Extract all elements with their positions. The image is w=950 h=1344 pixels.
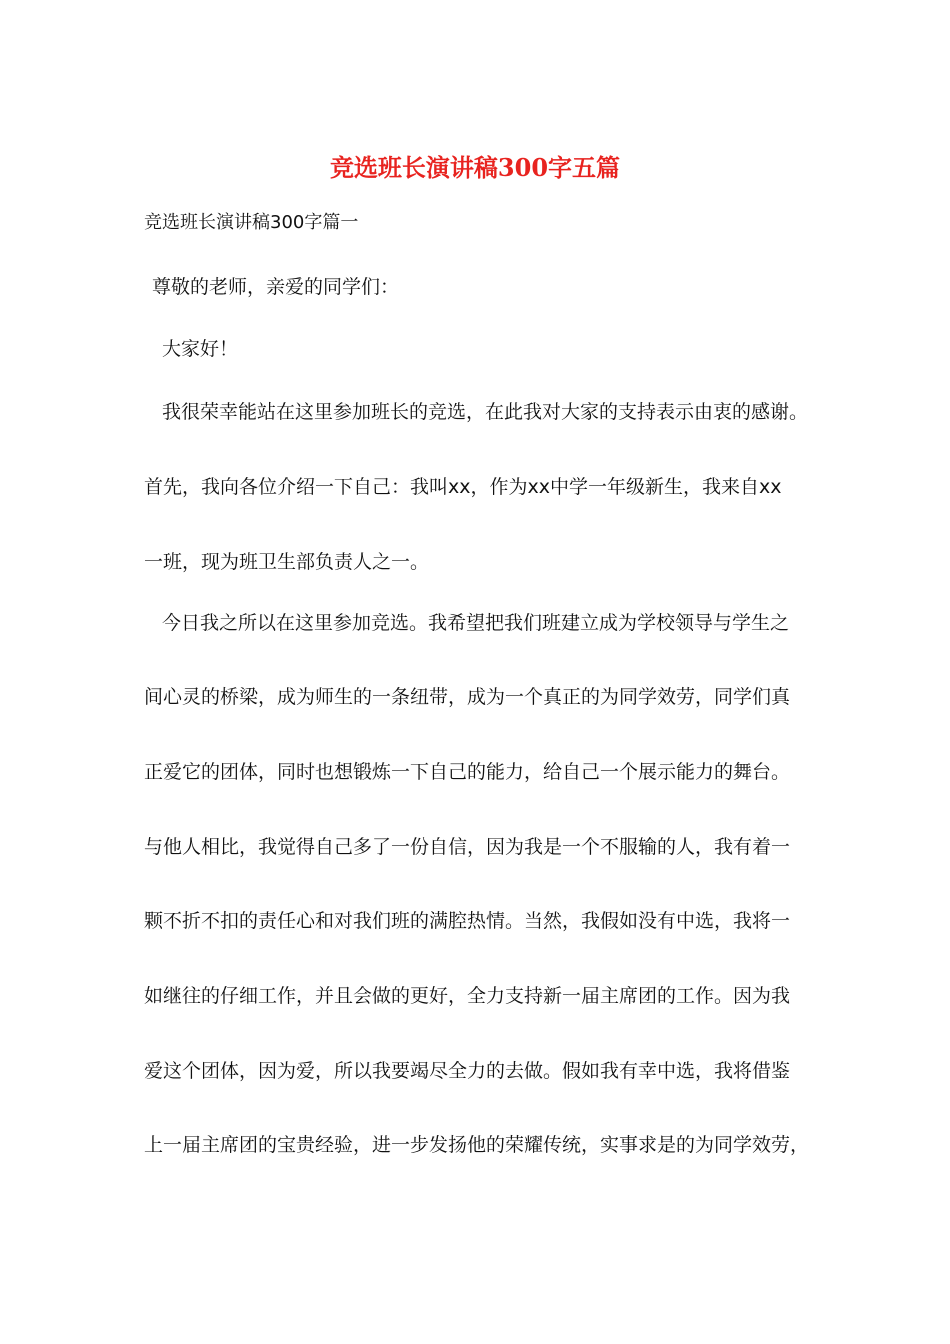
paragraph-line: 今日我之所以在这里参加竞选。我希望把我们班建立成为学校领导与学生之 xyxy=(162,612,790,634)
paragraph-line: 正爱它的团体，同时也想锻炼一下自己的能力，给自己一个展示能力的舞台。 xyxy=(144,761,791,783)
salutation-line: 尊敬的老师，亲爱的同学们： xyxy=(152,276,400,298)
paragraph-line: 爱这个团体，因为爱，所以我要竭尽全力的去做。假如我有幸中选，我将借鉴 xyxy=(144,1060,791,1082)
paragraph-line: 与他人相比，我觉得自己多了一份自信，因为我是一个不服输的人，我有着一 xyxy=(144,836,791,858)
paragraph-line: 我很荣幸能站在这里参加班长的竞选，在此我对大家的支持表示由衷的感谢。 xyxy=(162,401,809,423)
paragraph-line: 首先，我向各位介绍一下自己：我叫xx，作为xx中学一年级新生，我来自xx xyxy=(144,476,782,498)
paragraph-line: 颗不折不扣的责任心和对我们班的满腔热情。当然，我假如没有中选，我将一 xyxy=(144,910,791,932)
paragraph-line: 上一届主席团的宝贵经验，进一步发扬他的荣耀传统，实事求是的为同学效劳， xyxy=(144,1134,810,1156)
paragraph-line: 如继往的仔细工作，并且会做的更好，全力支持新一届主席团的工作。因为我 xyxy=(144,985,791,1007)
document-title: 竞选班长演讲稿300字五篇 xyxy=(329,153,621,182)
paragraph-line: 间心灵的桥梁，成为师生的一条纽带，成为一个真正的为同学效劳，同学们真 xyxy=(144,686,791,708)
paragraph-line: 一班，现为班卫生部负责人之一。 xyxy=(144,551,430,573)
greeting-line: 大家好！ xyxy=(162,338,239,360)
section-heading: 竞选班长演讲稿300字篇一 xyxy=(144,212,359,233)
